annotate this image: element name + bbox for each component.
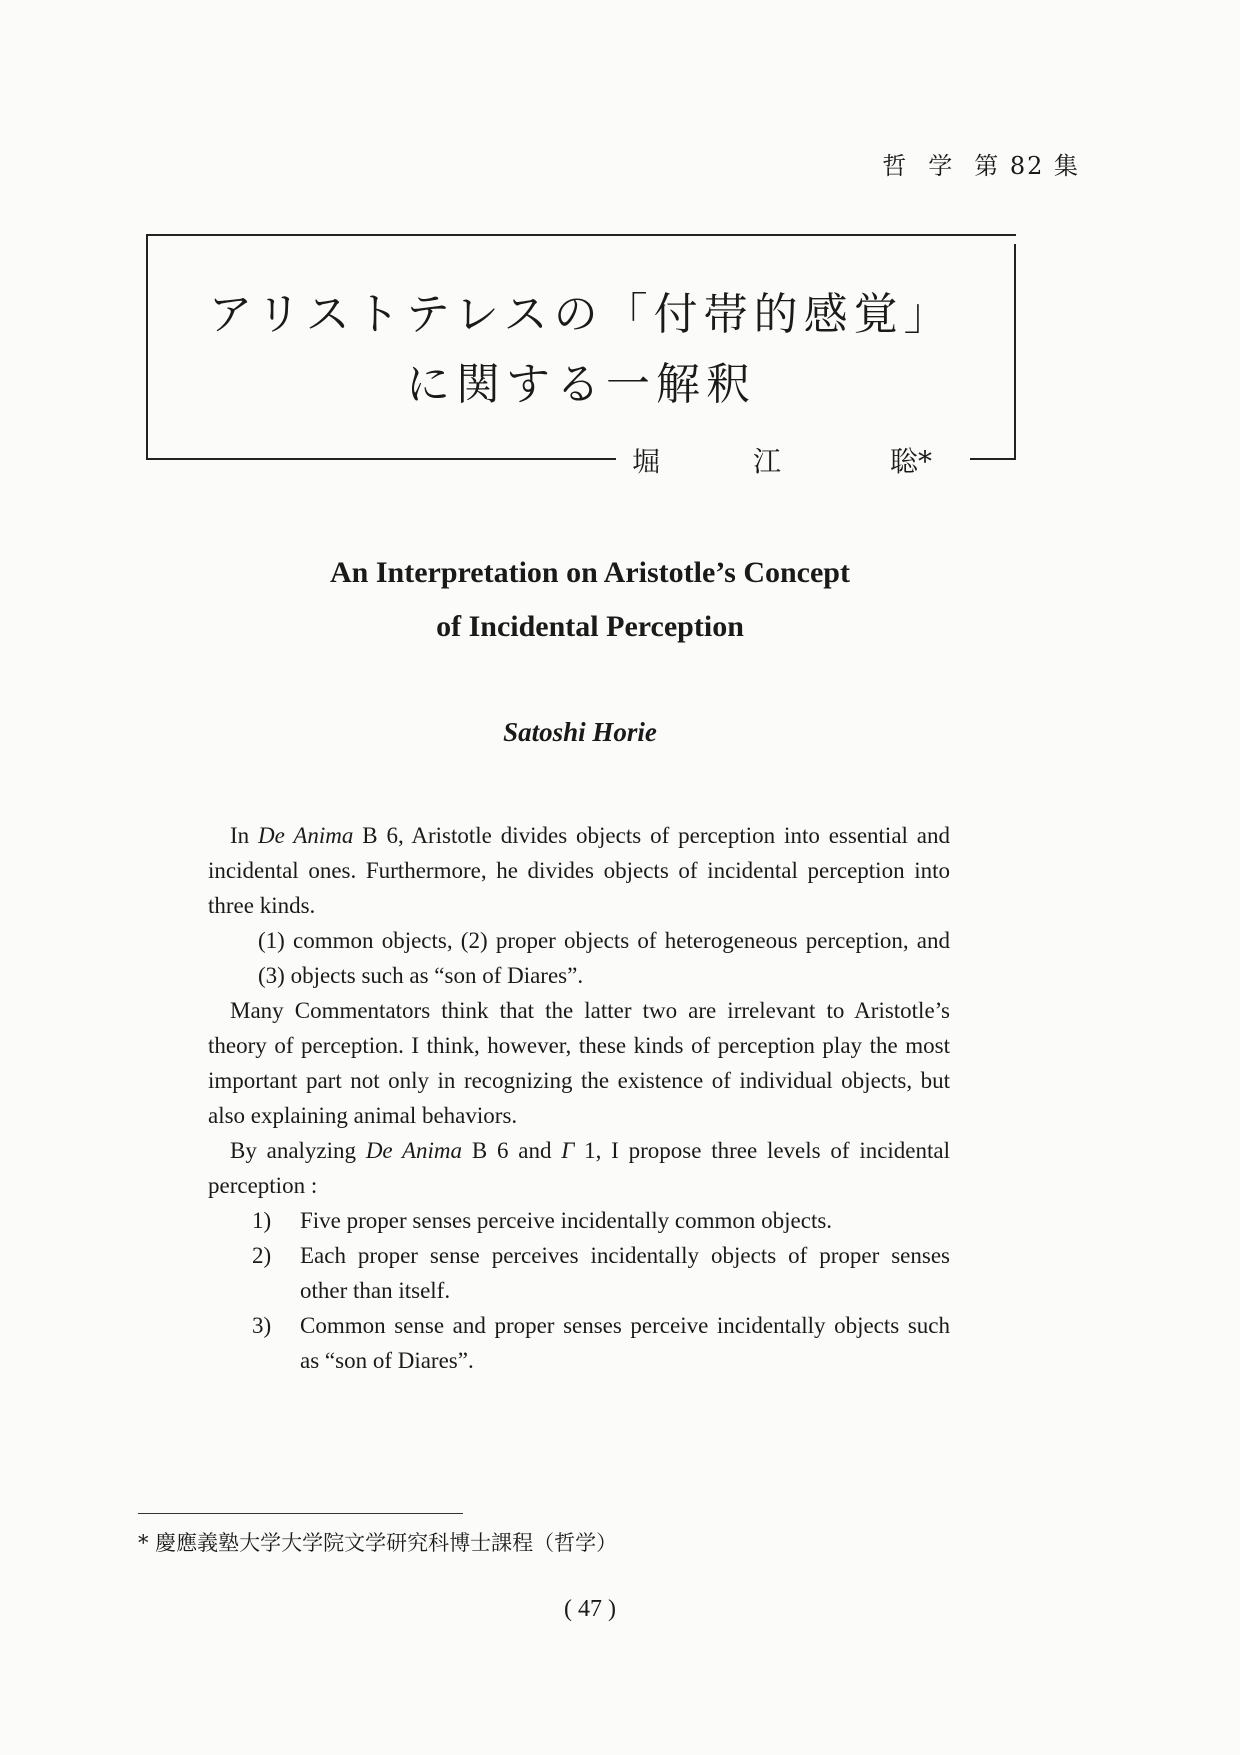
level-text: Common sense and proper senses perceive incidentally objects such as “son of Diares”. <box>300 1313 950 1373</box>
p3-work-title: De Anima <box>365 1138 463 1163</box>
p3-text-post: 1, I propose three levels of incidental perception : <box>208 1138 951 1198</box>
english-title-line-2: of Incidental Perception <box>436 610 744 643</box>
footnote: * 慶應義塾大学大学院文学研究科博士課程（哲学） <box>138 1531 618 1555</box>
p3-text-mid: B 6 and <box>462 1138 562 1163</box>
abstract <box>208 818 950 1378</box>
title-box-left-rule <box>146 234 148 460</box>
page-number: ( 47 ) <box>564 1596 616 1622</box>
abstract-paragraph-3 <box>208 1133 950 1203</box>
level-number: 3) <box>252 1313 272 1338</box>
english-author: Satoshi Horie <box>503 717 657 747</box>
level-text: Each proper sense perceives incidentally objects of proper senses other than itself. <box>300 1243 950 1303</box>
level-number: 1) <box>252 1208 272 1233</box>
journal-header <box>882 146 1080 181</box>
abstract-kinds: (1) common objects, (2) proper objects of heterogeneous perception, and (3) objects such as “son of Diares”. <box>258 928 950 988</box>
level-text: Five proper senses perceive incidentally common objects. <box>300 1208 833 1233</box>
p1-text-pre: In <box>230 823 259 848</box>
title-box-top-rule <box>146 234 1016 236</box>
level-number: 2) <box>252 1243 272 1268</box>
p3-text-pre: By analyzing <box>230 1138 366 1163</box>
author-jp-given-2: 聡* <box>890 445 933 478</box>
p1-work-title: De Anima <box>258 823 354 848</box>
english-title-line-1: An Interpretation on Aristotle’s Concept <box>330 556 850 589</box>
journal-name-char-2: 学 <box>928 152 955 180</box>
title-box-bottom-rule <box>146 458 616 460</box>
author-jp-family: 堀 <box>632 445 661 478</box>
journal-name-char-1: 哲 <box>882 152 909 180</box>
japanese-title-box <box>146 234 1016 478</box>
author-jp-given-1: 江 <box>753 445 782 478</box>
p1-text-post: B 6, Aristotle divides objects of perception into essential and incidental ones. Furthermore, he divides objects of incidental perception into three kinds. <box>208 823 951 918</box>
japanese-title-line-1: アリストテレスの「付帯的感覚」 <box>208 289 954 340</box>
level-item <box>252 1238 950 1308</box>
level-item <box>252 1203 950 1238</box>
abstract-paragraph-2: Many Commentators think that the latter two are irrelevant to Aristotle’s theory of perception. I think, however, these kinds of perception play the most important part not only in recognizing the existence of individual objects, but also explaining animal behaviors. <box>208 998 950 1128</box>
level-item <box>252 1308 950 1378</box>
footnote-rule <box>138 1513 463 1514</box>
japanese-title-line-2: に関する一解釈 <box>406 359 756 410</box>
abstract-paragraph-1 <box>208 818 950 923</box>
p3-book-gamma: Γ <box>561 1138 575 1163</box>
journal-issue: 第 82 集 <box>974 152 1080 180</box>
title-box-bottom-rule-end <box>970 458 1016 460</box>
